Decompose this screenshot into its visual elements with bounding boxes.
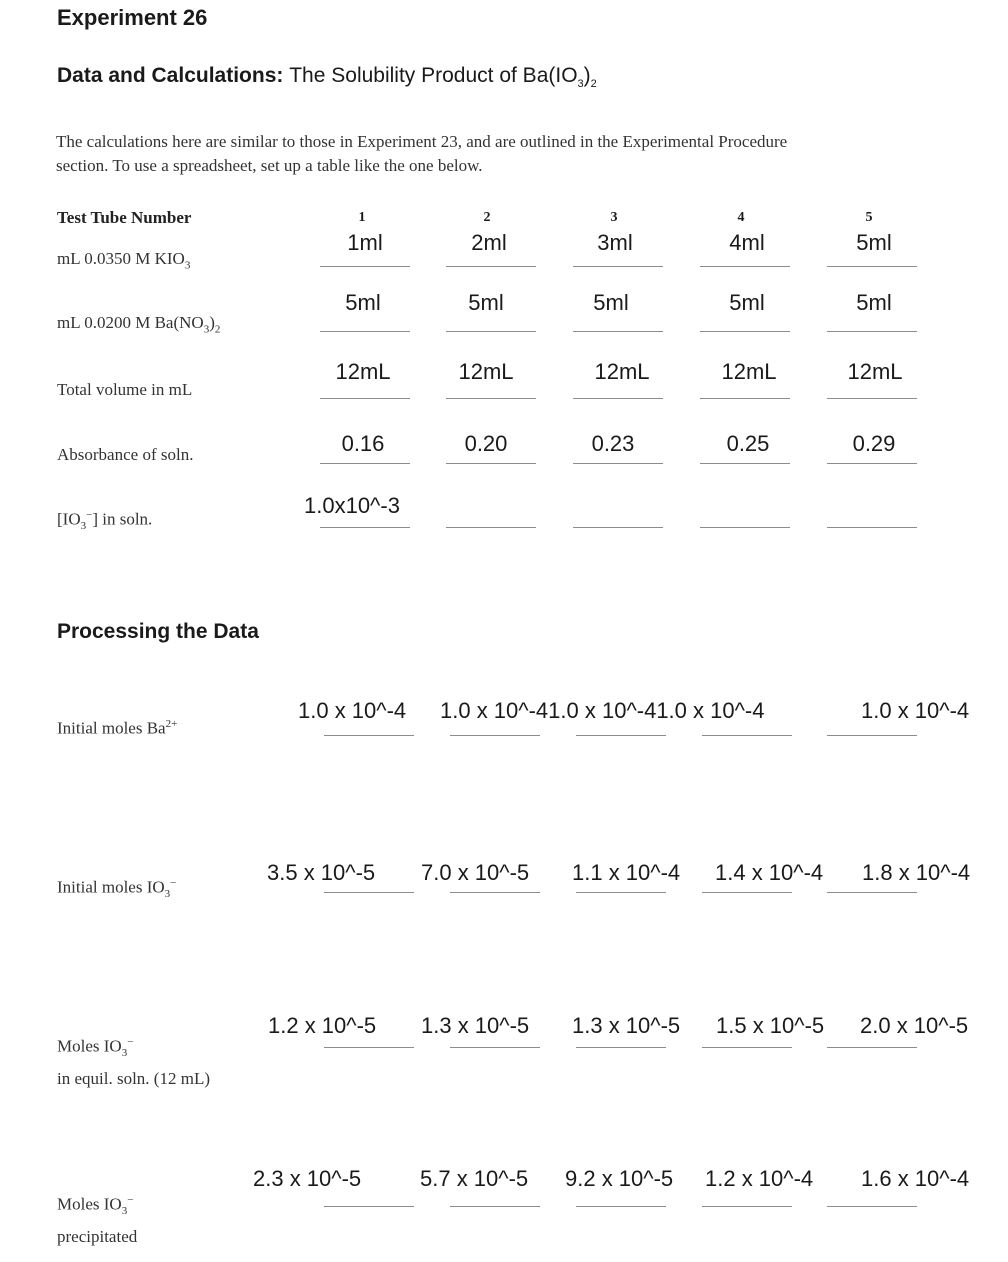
section-title: The Solubility Product of $Ba(IO_3)_2$ (289, 64, 597, 91)
row-label-kio3: mL 0.0350 M $KIO_3$ (57, 249, 191, 272)
column-number-3: 3 (610, 210, 618, 225)
blank-line (573, 463, 663, 464)
table-cell: 2ml (471, 230, 507, 255)
blank-line (827, 892, 917, 893)
row-label-bano32: mL 0.0200 M $Ba(NO_3)_2$ (57, 313, 221, 336)
column-number-2: 2 (483, 210, 491, 225)
blank-line (446, 331, 536, 332)
blank-line (576, 1047, 666, 1048)
blank-line (702, 892, 792, 893)
blank-line (576, 892, 666, 893)
processing-title: Processing the Data (57, 620, 259, 643)
test-tube-number-label: Test Tube Number (57, 208, 192, 227)
intro-text (56, 130, 956, 178)
blank-line (446, 266, 536, 267)
blank-line (700, 331, 790, 332)
table-cell: 12mL (847, 359, 903, 384)
blank-line (324, 1047, 414, 1048)
processing-value: 1.4 x 10^-4 (715, 860, 824, 885)
table-cell: 5ml (856, 230, 892, 255)
row-label-initial-moles-io3: Initial moles $IO_3^-$ (57, 877, 177, 901)
blank-line (446, 398, 536, 399)
blank-line (576, 735, 666, 736)
blank-line (827, 266, 917, 267)
table-cell: 12mL (458, 359, 514, 384)
processing-value: 1.5 x 10^-5 (716, 1013, 825, 1038)
blank-line (573, 527, 663, 528)
blank-line (450, 1206, 540, 1207)
blank-line (702, 1047, 792, 1048)
table-cell: 12mL (721, 359, 777, 384)
blank-line (320, 331, 410, 332)
processing-value: 2.0 x 10^-5 (860, 1013, 969, 1038)
processing-value: 3.5 x 10^-5 (267, 860, 376, 885)
table-cell: 4ml (729, 230, 765, 255)
processing-value: 1.0 x 10^-41.0 x 10^-41.0 x 10^-4 (440, 698, 765, 723)
processing-value: 1.1 x 10^-4 (572, 860, 681, 885)
blank-line (324, 892, 414, 893)
blank-line (827, 1206, 917, 1207)
blank-line (827, 1047, 917, 1048)
processing-value: 2.3 x 10^-5 (253, 1166, 362, 1191)
section-label: Data and Calculations: (57, 64, 284, 87)
table-cell: 0.23 (591, 431, 635, 456)
blank-line (827, 398, 917, 399)
row-label-moles-io3-equil: Moles $IO_3^-$ in equil. soln. (12 mL) (57, 1036, 210, 1089)
processing-value: 1.2 x 10^-4 (705, 1166, 814, 1191)
intro-line-2: section. To use a spreadsheet, set up a table like the one below. (56, 156, 483, 175)
column-number-4: 4 (737, 210, 745, 225)
experiment-title: Experiment 26 (57, 5, 208, 30)
processing-value: 9.2 x 10^-5 (565, 1166, 674, 1191)
blank-line (320, 398, 410, 399)
column-number-1: 1 (358, 210, 366, 225)
blank-line (320, 527, 410, 528)
processing-value: 1.3 x 10^-5 (572, 1013, 681, 1038)
table-cell: 5ml (856, 290, 892, 315)
processing-value: 7.0 x 10^-5 (421, 860, 530, 885)
processing-value: 1.3 x 10^-5 (421, 1013, 530, 1038)
row-label-initial-moles-ba: Initial moles $Ba^{2+}$ (57, 718, 178, 738)
blank-line (324, 735, 414, 736)
blank-line (827, 331, 917, 332)
table-cell: 1.0x10^-3 (304, 493, 400, 518)
table-cell: 5ml (345, 290, 381, 315)
row-label-io3-conc: $[IO_3^-]$ in soln. (57, 509, 153, 533)
table-cell: 12mL (335, 359, 391, 384)
processing-value: 1.2 x 10^-5 (268, 1013, 377, 1038)
row-label-moles-io3-precipitated: Moles $IO_3^-$ precipitated (57, 1194, 138, 1247)
processing-value: 5.7 x 10^-5 (420, 1166, 529, 1191)
blank-line (573, 266, 663, 267)
processing-value: 1.0 x 10^-4 (298, 698, 407, 723)
blank-line (324, 1206, 414, 1207)
blank-line (450, 735, 540, 736)
blank-line (450, 1047, 540, 1048)
table-cell: 3ml (597, 230, 633, 255)
blank-line (573, 398, 663, 399)
blank-line (446, 527, 536, 528)
blank-line (700, 527, 790, 528)
blank-line (702, 1206, 792, 1207)
blank-line (450, 892, 540, 893)
table-cell: 5ml (468, 290, 504, 315)
column-number-5: 5 (865, 210, 873, 225)
blank-line (702, 735, 792, 736)
processing-value: 1.8 x 10^-4 (862, 860, 971, 885)
row-label-total-volume: Total volume in mL (57, 380, 193, 399)
blank-line (576, 1206, 666, 1207)
table-cell: 5ml (729, 290, 765, 315)
row-label-absorbance: Absorbance of soln. (57, 445, 194, 464)
blank-line (700, 463, 790, 464)
table-cell: 0.16 (341, 431, 385, 456)
processing-value: 1.6 x 10^-4 (861, 1166, 970, 1191)
table-cell: 0.29 (852, 431, 896, 456)
processing-value: 1.0 x 10^-4 (861, 698, 970, 723)
blank-line (700, 398, 790, 399)
intro-line-1: The calculations here are similar to those in Experiment 23, and are outlined in the Experimental Procedure (56, 132, 788, 151)
blank-line (320, 266, 410, 267)
table-cell: 1ml (347, 230, 383, 255)
blank-line (827, 735, 917, 736)
table-cell: 5ml (593, 290, 629, 315)
blank-line (320, 463, 410, 464)
section-heading (57, 64, 597, 90)
blank-line (827, 527, 917, 528)
table-cell: 0.20 (464, 431, 508, 456)
blank-line (827, 463, 917, 464)
blank-line (446, 463, 536, 464)
table-cell: 12mL (594, 359, 650, 384)
blank-line (573, 331, 663, 332)
table-cell: 0.25 (726, 431, 770, 456)
blank-line (700, 266, 790, 267)
